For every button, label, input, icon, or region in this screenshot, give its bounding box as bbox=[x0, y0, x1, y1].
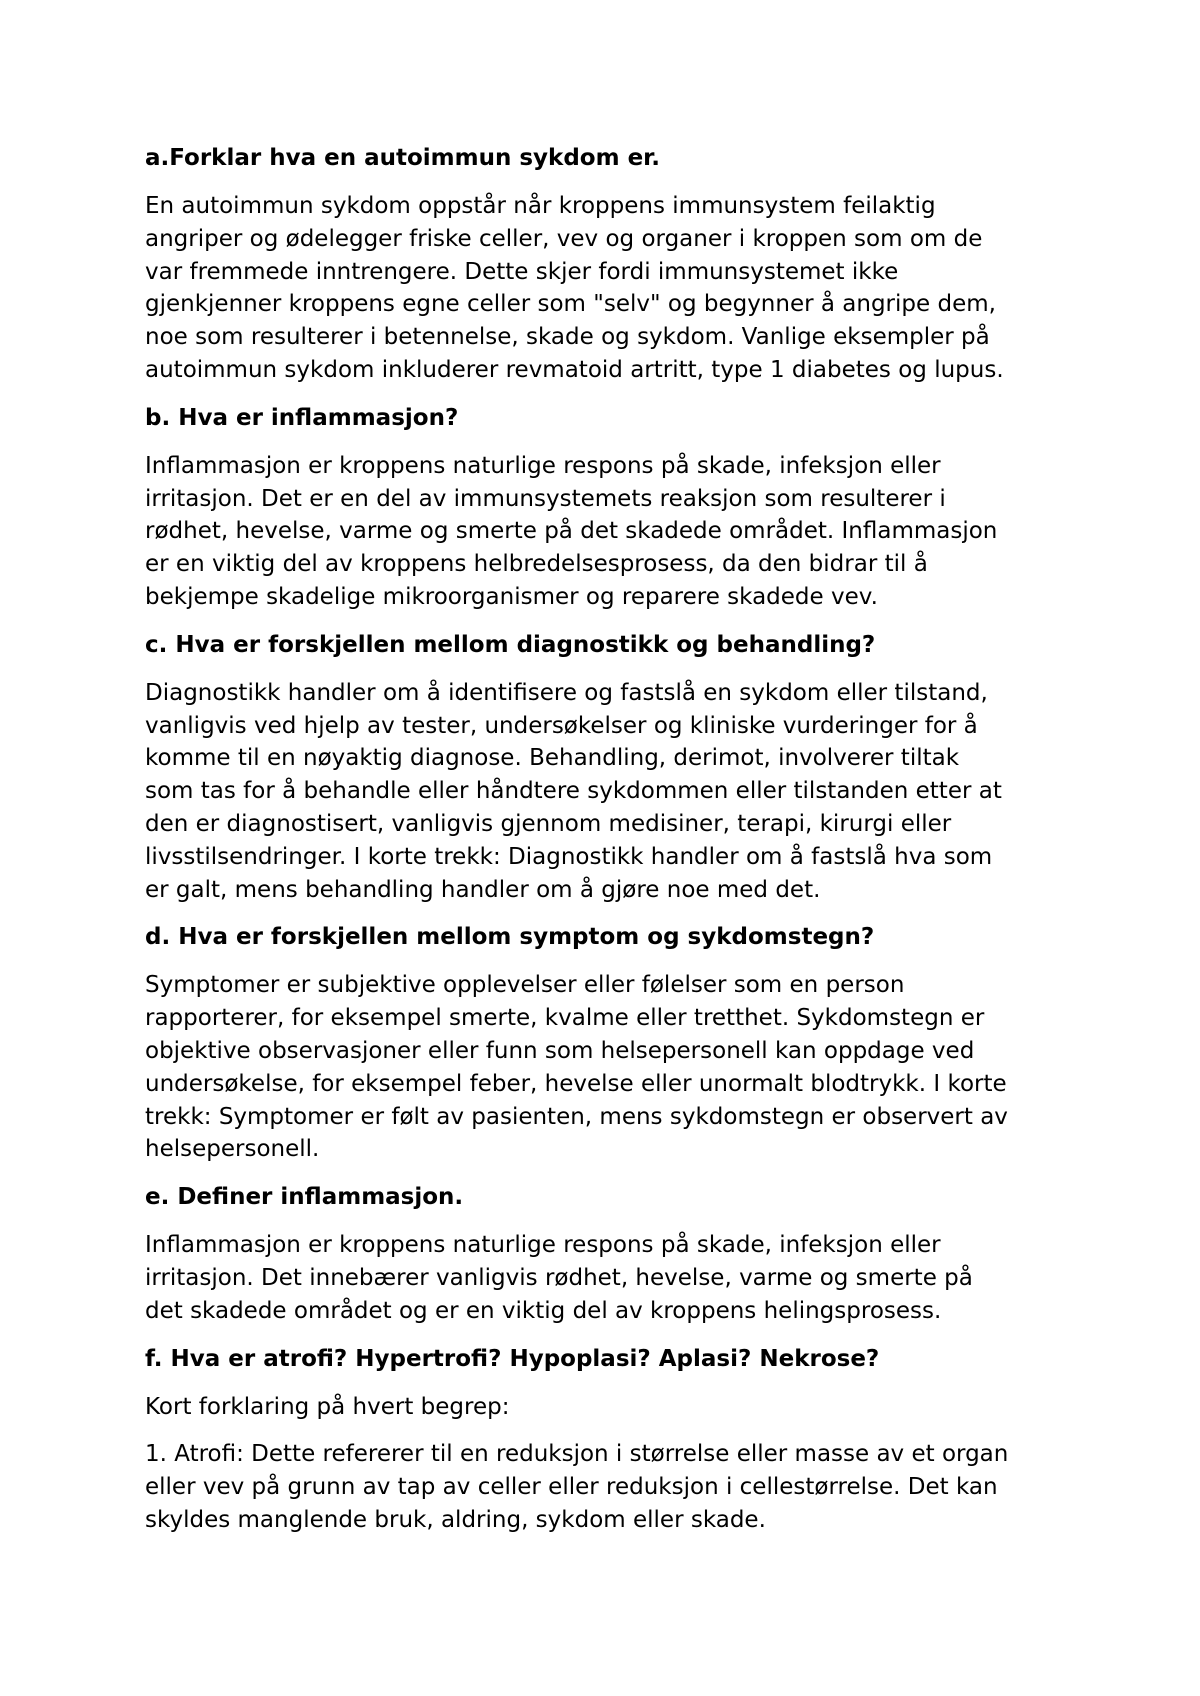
question-heading: a.Forklar hva en autoimmun sykdom er. bbox=[145, 145, 660, 171]
question-section bbox=[145, 921, 1070, 1166]
text-line: objektive observasjoner eller funn som helsepersonell kan oppdage ved bbox=[145, 1037, 975, 1064]
text-line: er en viktig del av kroppens helbredelsesprosess, da den bidrar til å bbox=[145, 551, 928, 578]
text-line: vanligvis ved hjelp av tester, undersøkelser og kliniske vurderinger for å bbox=[145, 712, 978, 739]
answer-paragraph bbox=[145, 1391, 1070, 1424]
document-page bbox=[145, 142, 1070, 1552]
answer-paragraph bbox=[145, 1438, 1070, 1536]
text-line: skyldes manglende bruk, aldring, sykdom eller skade. bbox=[145, 1506, 766, 1533]
text-line: som tas for å behandle eller håndtere sykdommen eller tilstanden etter at bbox=[145, 778, 1002, 805]
question-section bbox=[145, 1343, 1070, 1537]
answer-paragraph bbox=[145, 190, 1070, 387]
text-line: En autoimmun sykdom oppstår når kroppens immunsystem feilaktig bbox=[145, 193, 936, 219]
question-section bbox=[145, 402, 1070, 614]
text-line: rødhet, hevelse, varme og smerte på det skadede området. Inflammasjon bbox=[145, 518, 998, 545]
text-line: Inflammasjon er kroppens naturlige respons på skade, infeksjon eller bbox=[145, 452, 941, 479]
text-line: irritasjon. Det er en del av immunsystemets reaksjon som resulterer i bbox=[145, 485, 946, 512]
text-line: irritasjon. Det innebærer vanligvis rødhet, hevelse, varme og smerte på bbox=[145, 1264, 973, 1291]
question-section bbox=[145, 142, 1070, 387]
text-line: komme til en nøyaktig diagnose. Behandling, derimot, involverer tiltak bbox=[145, 745, 960, 772]
question-heading: e. Definer inflammasjon. bbox=[145, 1184, 464, 1211]
answer-paragraph bbox=[145, 969, 1070, 1166]
question-heading: c. Hva er forskjellen mellom diagnostikk og behandling? bbox=[145, 631, 876, 658]
text-line: den er diagnostisert, vanligvis gjennom medisiner, terapi, kirurgi eller bbox=[145, 810, 952, 837]
question-heading: b. Hva er inflammasjon? bbox=[145, 404, 459, 431]
text-line: 1. Atrofi: Dette refererer til en reduksjon i størrelse eller masse av et organ bbox=[145, 1441, 1009, 1468]
text-line: gjenkjenner kroppens egne celler som "selv" og begynner å angripe dem, bbox=[145, 291, 996, 318]
text-line: livsstilsendringer. I korte trekk: Diagnostikk handler om å fastslå hva som bbox=[145, 843, 993, 870]
text-line: undersøkelse, for eksempel feber, hevelse eller unormalt blodtrykk. I korte bbox=[145, 1070, 1007, 1097]
text-line: Symptomer er subjektive opplevelser eller følelser som en person bbox=[145, 972, 905, 999]
text-line: rapporterer, for eksempel smerte, kvalme eller tretthet. Sykdomstegn er bbox=[145, 1005, 985, 1032]
text-line: er galt, mens behandling handler om å gjøre noe med det. bbox=[145, 876, 821, 903]
text-line: autoimmun sykdom inkluderer revmatoid artritt, type 1 diabetes og lupus. bbox=[145, 356, 1004, 383]
text-line: trekk: Symptomer er følt av pasienten, mens sykdomstegn er observert av bbox=[145, 1103, 1008, 1130]
question-heading: f. Hva er atrofi? Hypertrofi? Hypoplasi? Aplasi? Nekrose? bbox=[145, 1345, 880, 1372]
text-line: angriper og ødelegger friske celler, vev og organer i kroppen som om de bbox=[145, 225, 983, 252]
question-heading: d. Hva er forskjellen mellom symptom og sykdomstegn? bbox=[145, 924, 875, 951]
answer-paragraph bbox=[145, 677, 1070, 907]
answer-paragraph bbox=[145, 1229, 1070, 1327]
text-line: helsepersonell. bbox=[145, 1136, 320, 1163]
question-section bbox=[145, 629, 1070, 907]
question-section bbox=[145, 1181, 1070, 1327]
text-line: bekjempe skadelige mikroorganismer og reparere skadede vev. bbox=[145, 583, 878, 610]
text-line: Inflammasjon er kroppens naturlige respons på skade, infeksjon eller bbox=[145, 1232, 941, 1259]
text-line: noe som resulterer i betennelse, skade og sykdom. Vanlige eksempler på bbox=[145, 324, 990, 351]
text-line: det skadede området og er en viktig del av kroppens helingsprosess. bbox=[145, 1297, 942, 1324]
answer-paragraph bbox=[145, 450, 1070, 614]
text-line: var fremmede inntrengere. Dette skjer fordi immunsystemet ikke bbox=[145, 258, 899, 285]
text-line: Diagnostikk handler om å identifisere og fastslå en sykdom eller tilstand, bbox=[145, 679, 988, 706]
text-line: Kort forklaring på hvert begrep: bbox=[145, 1393, 510, 1420]
text-line: eller vev på grunn av tap av celler eller reduksjon i cellestørrelse. Det kan bbox=[145, 1474, 998, 1501]
